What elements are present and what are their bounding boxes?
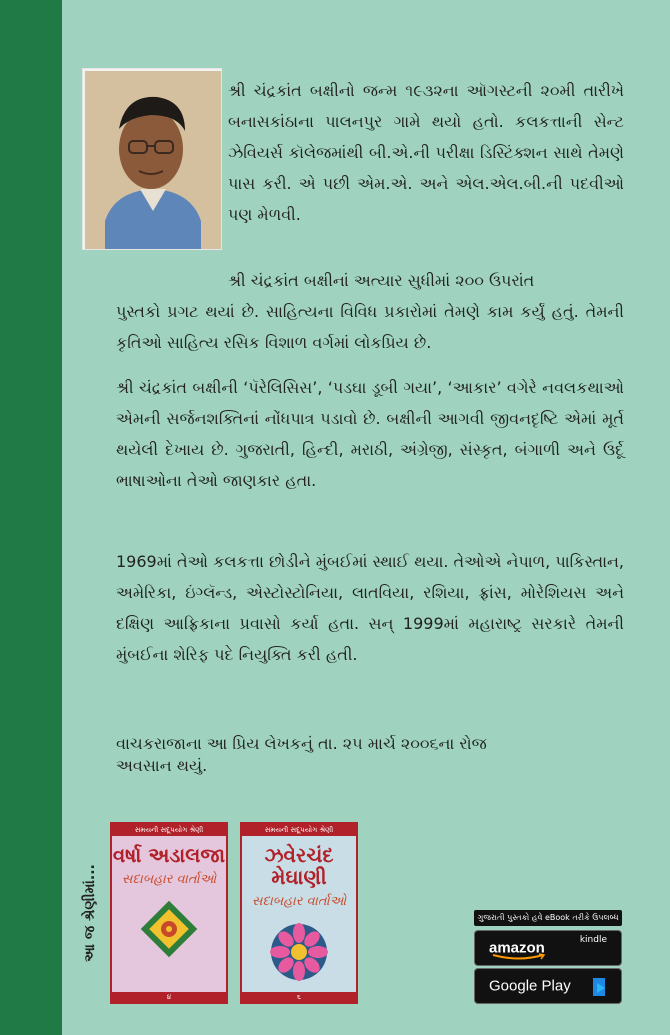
series-label — [78, 822, 102, 1004]
author-photo — [82, 68, 222, 250]
bio-paragraph-3: શ્રી ચંદ્રકાંત બક્ષીની ‘પૅરેલિસિસ’, ‘પડઘા ડૂબી ગયા’, ‘આકાર’ વગેરે નવલકથાઓ એમની સર્જનશક્તિનાં નોંધપાત્ર પડાવો છે. બક્ષીની આગવી જીવનદૃષ્ટિ એમાં મૂર્ત થયેલી દેખાય છે. ગુજરાતી, હિન્દી, મરાઠી, અંગ્રેજી, સંસ્કૃત, બંગાળી અને ઉર્દૂ ભાષાઓના તેઓ જાણકાર હતા. — [116, 378, 624, 490]
book-band: સમયની સદૂપયોગ શ્રેણી — [112, 824, 226, 836]
google-play-label: Google Play — [489, 977, 571, 995]
flower-icon — [268, 921, 330, 983]
photo-background — [85, 71, 219, 247]
book-author: વર્ષા અડાલજા — [112, 843, 226, 867]
book-number: ૬ — [297, 993, 301, 1001]
amazon-smile-icon — [491, 953, 547, 961]
google-play-badge[interactable] — [474, 968, 622, 1004]
book-author: ઝવેરચંદ મેઘાણી — [264, 843, 334, 889]
series-label-text: આ જ શ્રેણીમાં... — [82, 864, 98, 962]
book-number: ૪ — [166, 993, 172, 1001]
bio-paragraph-2-first-line: શ્રી ચંદ્રકાંત બક્ષીનાં અત્યાર સુધીમાં ૨૦૦ ઉપરાંત — [228, 271, 535, 290]
bio-paragraph-5-line2: અવસાન થયું. — [116, 756, 208, 775]
green-spine — [0, 0, 62, 1035]
amazon-label: amazon — [489, 939, 545, 957]
book-series: સદાબહાર વાર્તાઓ — [121, 872, 217, 887]
ebook-promo-banner: ગુજરાતી પુસ્તકો હવે eBook તરીકે ઉપલબ્ધ — [474, 910, 622, 926]
book-band: સમયની સદૂપયોગ શ્રેણી — [242, 824, 356, 836]
bio-paragraph-1: શ્રી ચંદ્રકાંત બક્ષીનો જન્મ ૧૯૩૨ના ઑગસ્ટની ૨૦મી તારીખે બનાસકાંઠાના પાલનપુર ગામે થયો હતો. કલકત્તાની સેન્ટ ઝેવિયર્સ કૉલેજમાંથી બી.એ.ની પરીક્ષા ડિસ્ટિંક્શન સાથે તેમણે પાસ કરી. એ પછી એમ.એ. અને એલ.એલ.બી.ની પદવીઓ પણ મેળવી. — [228, 81, 624, 224]
bio-paragraph-5-line1: વાચકરાજાના આ પ્રિય લેખકનું તા. ૨૫ માર્ચ ૨૦૦૬ના રોજ — [116, 734, 487, 753]
bio-paragraph-2-rest: પુસ્તકો પ્રગટ થયાં છે. સાહિત્યના વિવિધ પ્રકારોમાં તેમણે કામ કર્યું હતું. તેમની કૃતિઓ સાહિત્ય રસિક વિશાળ વર્ગમાં લોકપ્રિય છે. — [116, 302, 624, 352]
book-cover-meghani[interactable] — [240, 822, 358, 1004]
book-cover-varsha[interactable] — [110, 822, 228, 1004]
rangoli-icon — [139, 899, 199, 959]
author-portrait-illustration — [85, 71, 221, 249]
book-series: સદાબહાર વાર્તાઓ — [251, 894, 347, 909]
bio-paragraph-4: 1969માં તેઓ કલકત્તા છોડીને મુંબઈમાં સ્થાઈ થયા. તેઓએ નેપાળ, પાકિસ્તાન, અમેરિકા, ઇંગ્લૅન્ડ, એસ્ટોસ્ટોનિયા, લાતવિયા, રશિયા, ફ્રાંસ, મોરેશિયસ અને દક્ષિણ આફ્રિકાના પ્રવાસો કર્યા હતા. સન્ 1999માં મહારાષ્ટ્ર સરકારે તેમની મુંબઈના શેરિફ પદે નિયુક્તિ કરી હતી. — [116, 552, 625, 664]
kindle-label: kindle — [579, 935, 607, 945]
amazon-kindle-badge[interactable] — [474, 930, 622, 966]
google-play-books-icon — [591, 977, 609, 997]
bio-paragraph-2 — [116, 265, 624, 358]
bio-paragraph-5 — [116, 728, 624, 781]
